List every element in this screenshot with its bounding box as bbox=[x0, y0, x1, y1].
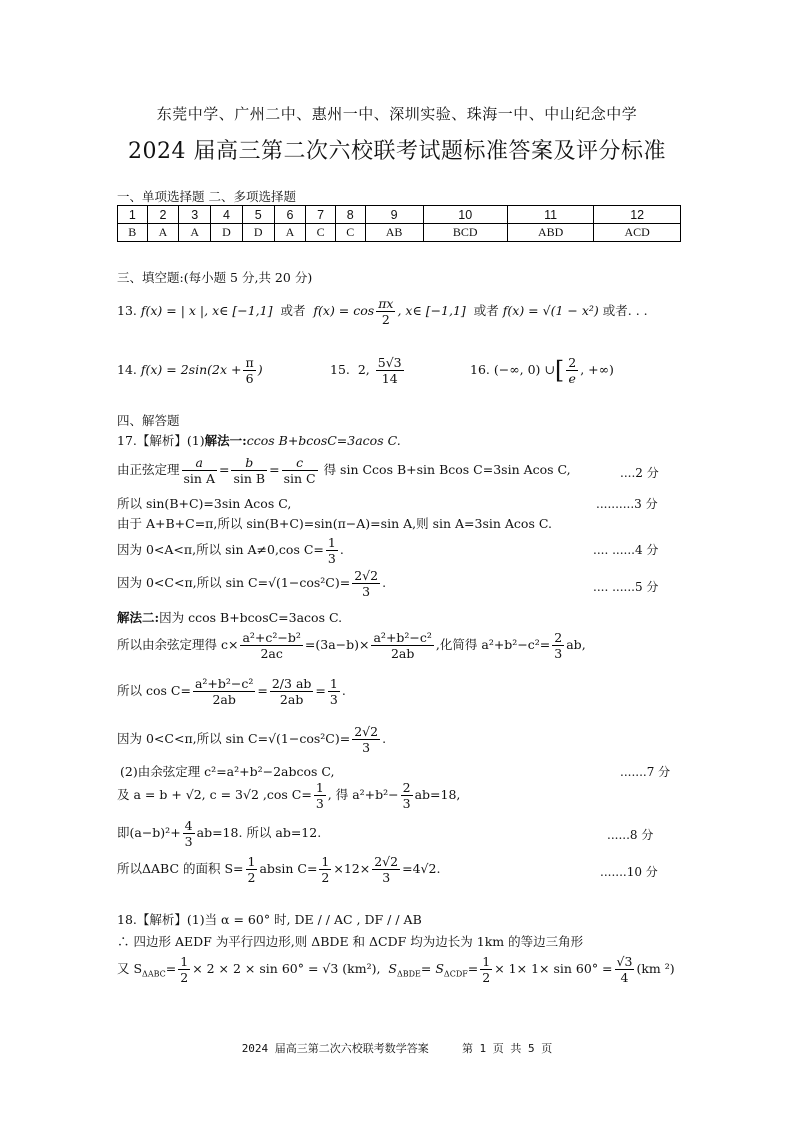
answer-cell: ABD bbox=[507, 224, 594, 242]
q17-line-12: 及 a = b + √2, c = 3√2 ,cos C= $\frac{1}{3}$ , 得 a²+b²− $\frac{2}{3}$ ab=18, bbox=[117, 780, 461, 811]
method-one-label: 解法一: bbox=[204, 433, 247, 448]
q14-close: ) bbox=[257, 362, 263, 377]
q15-value: 2, bbox=[357, 362, 370, 377]
q13-option-1: f(x) = | x |, x∈ [−1,1] bbox=[140, 303, 273, 318]
answer-cell: A bbox=[147, 224, 179, 242]
answer-table bbox=[117, 205, 681, 242]
footer-title: 2024 届高三第二次六校联考数学答案 bbox=[241, 1042, 429, 1055]
q14-fraction: $\frac{\pi}{6}$ bbox=[245, 355, 254, 386]
q13-number: 13. bbox=[117, 303, 137, 318]
answer-cell: D bbox=[242, 224, 274, 242]
score-3: ..........3 分 bbox=[596, 497, 658, 511]
q16-fraction: $\frac{2}{e}$ bbox=[568, 355, 577, 386]
question-number-cell: 2 bbox=[147, 206, 179, 224]
q17-part-2: (2)由余弦定理 c²=a²+b²−2abcos C, bbox=[120, 764, 335, 779]
question-number-cell: 6 bbox=[274, 206, 306, 224]
q17-line-10: 因为 0<C<π,所以 sin C=√(1−cos²C)= $\frac{2√2}{3}$ . bbox=[117, 724, 387, 755]
score-4: .... ......4 分 bbox=[593, 543, 659, 557]
q13-option-2-suffix: , x∈ [−1,1] bbox=[397, 303, 466, 318]
q16-interval-2: , +∞) bbox=[580, 362, 614, 377]
page-number: 第 1 页 共 5 页 bbox=[461, 1042, 553, 1055]
q13-or-3: 或者. . . bbox=[602, 303, 648, 318]
answer-cell: B bbox=[118, 224, 148, 242]
q17-line-14: 所以ΔABC 的面积 S= $\frac{1}{2}$ absin C= $\frac{1}{2}$ ×12× $\frac{2√2}{3}$ =4√2. bbox=[117, 854, 441, 885]
q14-number: 14. bbox=[117, 362, 137, 377]
q17-line-9: 所以 cos C= $\frac{\text{a²+b²−c²}}{2ab}$ = $\frac{2/3 ab}{2ab}$ = $\frac{1}{3}$ . bbox=[117, 676, 346, 707]
q17-line-8: 所以由余弦定理得 c× $\frac{\text{a²+c²−b²}}{2ac}$ =(3a−b)× $\frac{\text{a²+b²−c²}}{2ab}$ ,化简得 a²+b²−c²= $\frac{2}{3}$ ab, bbox=[117, 630, 586, 661]
answer-cell: BCD bbox=[423, 224, 507, 242]
question-number-cell: 1 bbox=[118, 206, 148, 224]
q13-or-2: 或者 bbox=[473, 303, 499, 318]
q17-method-2: 解法二:因为 ccos B+bcosC=3acos C. bbox=[117, 610, 343, 625]
question-number-row bbox=[118, 206, 681, 224]
question-number-cell: 5 bbox=[242, 206, 274, 224]
question-number-cell: 9 bbox=[365, 206, 423, 224]
answer-cell: A bbox=[179, 224, 211, 242]
answer-cell: D bbox=[211, 224, 243, 242]
score-8: ......8 分 bbox=[607, 828, 654, 842]
method-two-label: 解法二: bbox=[117, 610, 160, 625]
section-solution-heading: 四、解答题 bbox=[117, 413, 180, 428]
question-number-cell: 3 bbox=[179, 206, 211, 224]
school-list: 东莞中学、广州二中、惠州一中、深圳实验、珠海一中、中山纪念中学 bbox=[156, 105, 638, 123]
q17-line-6: 因为 0<C<π,所以 sin C=√(1−cos²C)= $\frac{2√2}{3}$ . bbox=[117, 568, 387, 599]
answer-cell: AB bbox=[365, 224, 423, 242]
q16-answer: 16. (−∞, 0) ∪[ $\frac{2}{e}$ , +∞) bbox=[470, 355, 614, 386]
q17-line-3: 所以 sin(B+C)=3sin Acos C, bbox=[117, 496, 292, 511]
score-7: .......7 分 bbox=[620, 765, 671, 779]
q13-fraction: $\frac{\pi x}{2}$ bbox=[378, 296, 394, 327]
q17-line-1: 17.【解析】(1)解法一:ccos B+bcosC=3acos C. bbox=[117, 433, 401, 448]
score-10: .......10 分 bbox=[600, 865, 658, 879]
document-title: 2024 届高三第二次六校联考试题标准答案及评分标准 bbox=[128, 139, 666, 164]
question-number-cell: 11 bbox=[507, 206, 594, 224]
q17-line-13: 即(a−b)²+ $\frac{4}{3}$ ab=18. 所以 ab=12. bbox=[117, 818, 322, 849]
answer-row bbox=[118, 224, 681, 242]
q17-line-2: 由正弦定理 $\frac{a}{\text{sin A}}$ = $\frac{b}{\text{sin B}}$ = $\frac{c}{\text{sin C}}$ 得 sin Ccos B+sin Bcos C=3sin Acos C, bbox=[117, 455, 571, 486]
q15-number: 15. bbox=[330, 362, 350, 377]
q17-line-5: 因为 0<A<π,所以 sin A≠0,cos C= $\frac{1}{3}$ . bbox=[117, 535, 344, 566]
q14-answer bbox=[117, 355, 263, 386]
q13-or-1: 或者 bbox=[280, 303, 306, 318]
score-5: .... ......5 分 bbox=[593, 580, 659, 594]
answer-cell: C bbox=[335, 224, 365, 242]
q13-answer bbox=[117, 296, 648, 327]
q18-line-2: ∴ 四边形 AEDF 为平行四边形,则 ΔBDE 和 ΔCDF 均为边长为 1km 的等边三角形 bbox=[117, 934, 584, 949]
q18-line-3: 又 $S_{\Delta ABC}=$ $\frac{1}{2}$ × 2 × 2 × sin 60° = √3 (km²), $S_{\Delta BDE}= S_{\Delta CDF}=$ $\frac{1}{2}$ × 1× 1× sin 60° = $\frac{√3}{4}$ (km ²) bbox=[117, 954, 675, 985]
q14-expression: f(x) = 2sin(2x + bbox=[140, 362, 242, 377]
q16-number: 16. bbox=[470, 362, 490, 377]
question-number-cell: 10 bbox=[423, 206, 507, 224]
q18-line-1: 18.【解析】(1)当 α = 60° 时, DE / / AC , DF / / AB bbox=[117, 912, 422, 927]
q16-interval-1: (−∞, 0) ∪ bbox=[493, 362, 555, 377]
question-number-cell: 8 bbox=[335, 206, 365, 224]
answer-cell: C bbox=[306, 224, 336, 242]
question-number-cell: 7 bbox=[306, 206, 336, 224]
section-fill-heading: 三、填空题:(每小题 5 分,共 20 分) bbox=[117, 270, 313, 285]
question-number-cell: 4 bbox=[211, 206, 243, 224]
page-footer bbox=[0, 1040, 794, 1056]
answer-cell: ACD bbox=[594, 224, 681, 242]
q13-option-3: f(x) = √(1 − x²) bbox=[502, 303, 599, 318]
q17-line-4: 由于 A+B+C=π,所以 sin(B+C)=sin(π−A)=sin A,则 sin A=3sin Acos C. bbox=[117, 516, 552, 531]
q13-option-2-prefix: f(x) = cos bbox=[313, 303, 375, 318]
q15-fraction: $\frac{5√3}{14}$ bbox=[377, 355, 402, 386]
section-choice-heading: 一、单项选择题 二、多项选择题 bbox=[117, 189, 296, 204]
question-number-cell: 12 bbox=[594, 206, 681, 224]
score-2: ....2 分 bbox=[620, 466, 659, 480]
q15-answer bbox=[330, 355, 406, 386]
answer-cell: A bbox=[274, 224, 306, 242]
